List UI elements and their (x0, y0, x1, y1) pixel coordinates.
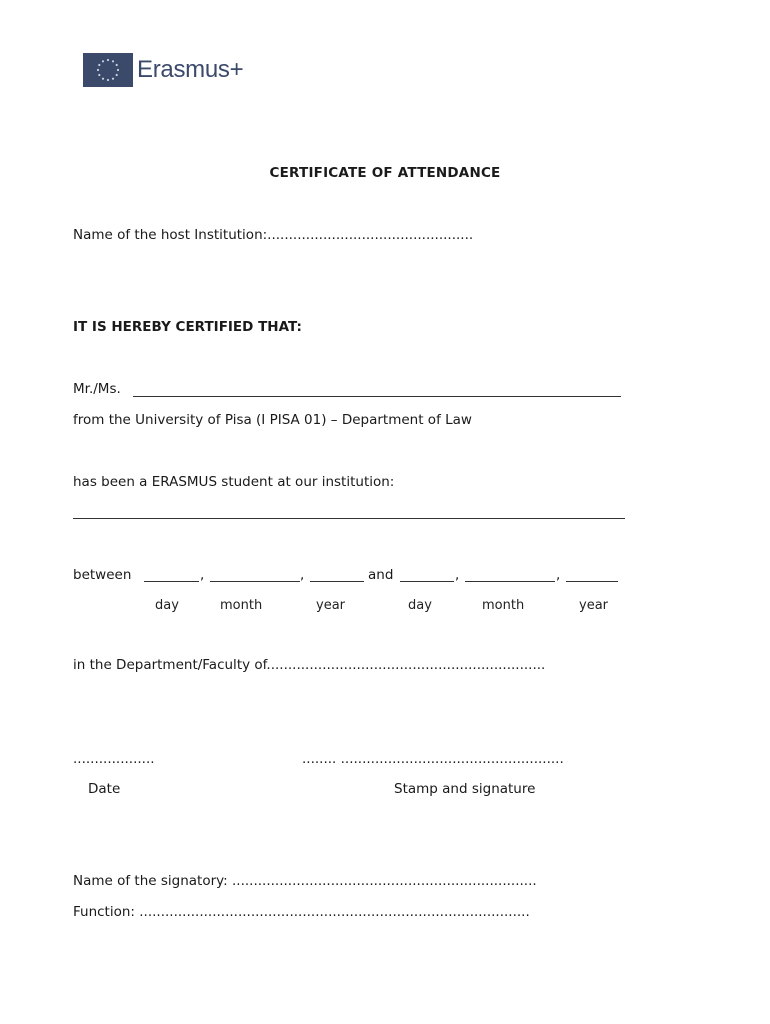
label-end-day: day (408, 598, 432, 613)
student-name-line (133, 396, 621, 397)
host-institution-line: Name of the host Institution:................................................ (73, 227, 474, 243)
institution-line (73, 518, 625, 519)
separator: , (455, 567, 460, 583)
signatory-name-line: Name of the signatory: ....................................................................... (73, 873, 537, 889)
separator: , (200, 567, 205, 583)
end-month-line (465, 581, 555, 582)
eu-flag-icon (83, 53, 133, 87)
label-end-year: year (579, 598, 609, 613)
end-day-line (400, 581, 454, 582)
label-end-month: month (482, 598, 525, 613)
start-year-line (310, 581, 364, 582)
student-from: from the University of Pisa (I PISA 01) – Department of Law (73, 412, 472, 428)
and-label: and (368, 567, 394, 583)
certified-heading: IT IS HEREBY CERTIFIED THAT: (73, 319, 302, 335)
date-label: Date (88, 781, 121, 797)
stamp-label: Stamp and signature (394, 781, 536, 797)
erasmus-logo (83, 53, 243, 87)
between-label: between (73, 567, 132, 583)
separator: , (556, 567, 561, 583)
department-line: in the Department/Faculty of................................................................. (73, 657, 546, 673)
label-start-month: month (220, 598, 263, 613)
start-day-line (144, 581, 199, 582)
student-status: has been a ERASMUS student at our institution: (73, 474, 395, 490)
label-start-year: year (316, 598, 346, 613)
separator: , (300, 567, 305, 583)
function-line: Function: ........................................................................................... (73, 904, 530, 920)
label-start-day: day (155, 598, 179, 613)
document-title: CERTIFICATE OF ATTENDANCE (269, 165, 501, 181)
start-month-line (210, 581, 300, 582)
end-year-line (566, 581, 618, 582)
date-dots: ................... (73, 751, 155, 767)
stamp-dots: ........ .................................................... (302, 751, 564, 767)
logo-text: Erasmus+ (137, 56, 244, 83)
student-prefix: Mr./Ms. (73, 381, 121, 397)
